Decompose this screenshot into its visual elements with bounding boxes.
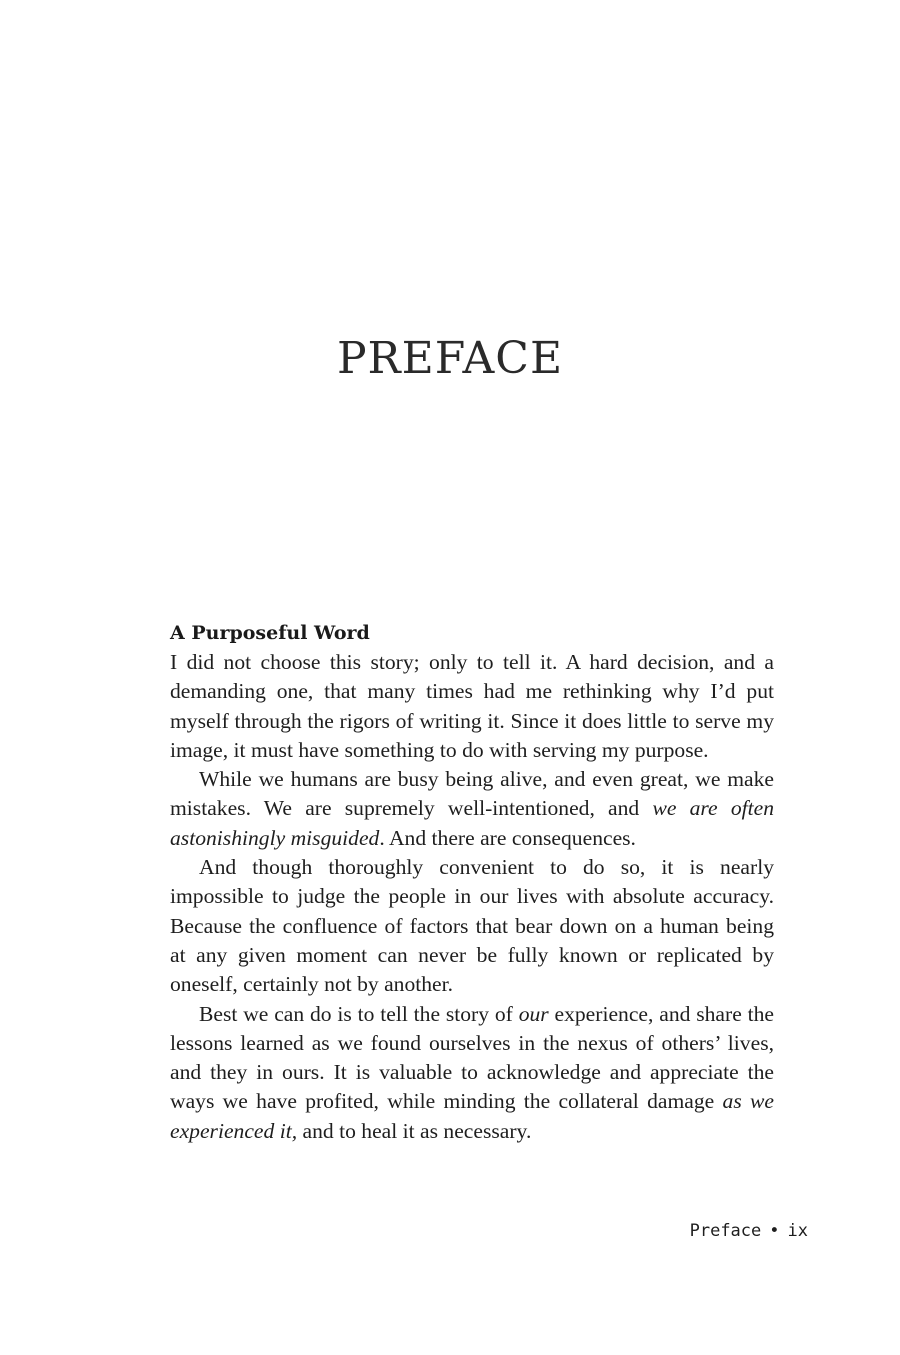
paragraph <box>170 1000 774 1146</box>
text-run: And though thoroughly convenient to do so, it is nearly impossible to judge the people in our lives with absolute accuracy. Because the confluence of factors that bear down on a human being at any given moment can never be fully known or replicated by oneself, certainly not by another. <box>170 855 774 997</box>
page-number: ix <box>787 1221 808 1241</box>
text-run: . And there are consequences. <box>379 825 636 850</box>
paragraph <box>170 853 774 999</box>
running-footer <box>690 1219 808 1243</box>
running-head: Preface <box>689 1221 762 1241</box>
emphasis-text: our <box>518 1001 549 1026</box>
text-run: and to heal it as necessary. <box>297 1118 532 1143</box>
paragraph <box>170 765 774 853</box>
emphasis-text: we are often astonishingly misguided <box>170 796 774 850</box>
body-text <box>170 619 774 1146</box>
footer-separator: • <box>769 1221 780 1241</box>
text-run: experience, and share the lessons learned as we found ourselves in the nexus of others’ lives, and they in ours. It is valuable to acknowledge and appreciate the ways we have profited, while minding the collateral damage <box>170 1001 774 1114</box>
paragraph <box>170 648 774 765</box>
text-run: I did not choose this story; only to tell it. A hard decision, and a demanding one, that many times had me rethinking why I’d put myself through the rigors of writing it. Since it does little to serve my image, it must have something to do with serving my purpose. <box>170 650 774 762</box>
text-run: While we humans are busy being alive, and even great, we make mistakes. We are supremely well-intentioned, and <box>170 767 774 821</box>
text-run: Best we can do is to tell the story of <box>199 1001 519 1026</box>
chapter-title: PREFACE <box>336 333 564 385</box>
section-heading: A Purposeful Word <box>170 622 370 644</box>
emphasis-text: as we experienced it, <box>170 1089 774 1143</box>
